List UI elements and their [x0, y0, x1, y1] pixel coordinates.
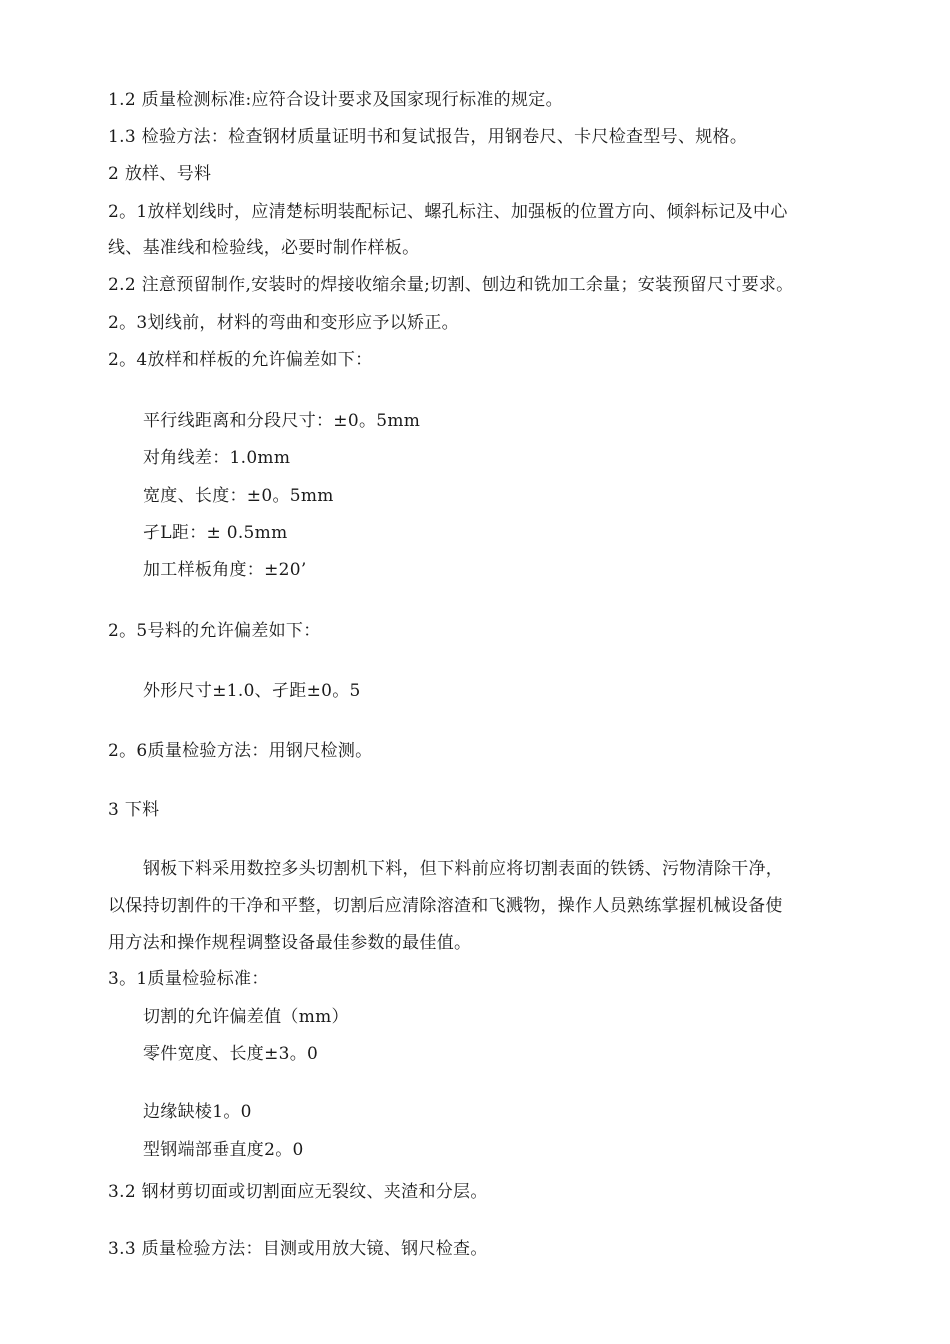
section-2-6: 2。6质量检验方法：用钢尺检测。	[108, 741, 373, 761]
section-2-2: 2.2 注意预留制作,安装时的焊接收缩余量;切割、刨边和铣加工余量；安装预留尺寸要求。	[108, 275, 794, 295]
section-2-1-line2: 线、基准线和检验线，必要时制作样板。	[108, 238, 420, 258]
tolerance-hole-distance: 孑L距：± 0.5mm	[143, 523, 288, 543]
cutting-paragraph-line2: 以保持切割件的干净和平整，切割后应清除溶渣和飞溅物，操作人员熟练掌握机械设备使	[108, 896, 783, 916]
tolerance-parallel-lines: 平行线距离和分段尺寸：±0。5mm	[143, 411, 421, 431]
tolerance-diagonal: 对角线差：1.0mm	[143, 448, 291, 468]
cutting-paragraph-line3: 用方法和操作规程调整设备最佳参数的最佳值。	[108, 933, 472, 953]
section-2-4: 2。4放样和样板的允许偏差如下：	[108, 350, 373, 370]
tolerance-width-length: 宽度、长度：±0。5mm	[143, 486, 334, 506]
cutting-tolerance-width-length: 零件宽度、长度±3。0	[143, 1044, 319, 1064]
cutting-paragraph-line1: 钢板下料采用数控多头切割机下料，但下料前应将切割表面的铁锈、污物清除干净，	[143, 859, 784, 879]
section-3-3: 3.3 质量检验方法：目测或用放大镜、钢尺检查。	[108, 1239, 488, 1259]
tolerance-outline: 外形尺寸±1.0、孑距±0。5	[143, 681, 361, 701]
cutting-tolerance-perpendicularity: 型钢端部垂直度2。0	[143, 1140, 304, 1160]
heading-3: 3 下料	[108, 800, 160, 820]
section-1-2: 1.2 质量检测标准:应符合设计要求及国家现行标准的规定。	[108, 90, 563, 110]
section-3-1: 3。1质量检验标准：	[108, 969, 269, 989]
tolerance-template-angle: 加工样板角度：±20’	[143, 560, 307, 580]
section-2-3: 2。3划线前，材料的弯曲和变形应予以矫正。	[108, 313, 459, 333]
section-2-1-line1: 2。1放样划线时，应清楚标明装配标记、螺孔标注、加强板的位置方向、倾斜标记及中心	[108, 202, 788, 222]
cutting-tolerance-title: 切割的允许偏差值（mm）	[143, 1007, 349, 1027]
section-1-3: 1.3 检验方法：检查钢材质量证明书和复试报告，用钢卷尺、卡尺检查型号、规格。	[108, 127, 748, 147]
section-3-2: 3.2 钢材剪切面或切割面应无裂纹、夹渣和分层。	[108, 1182, 488, 1202]
heading-2: 2 放样、号料	[108, 164, 212, 184]
cutting-tolerance-edge: 边缘缺棱1。0	[143, 1102, 252, 1122]
section-2-5: 2。5号料的允许偏差如下：	[108, 621, 321, 641]
